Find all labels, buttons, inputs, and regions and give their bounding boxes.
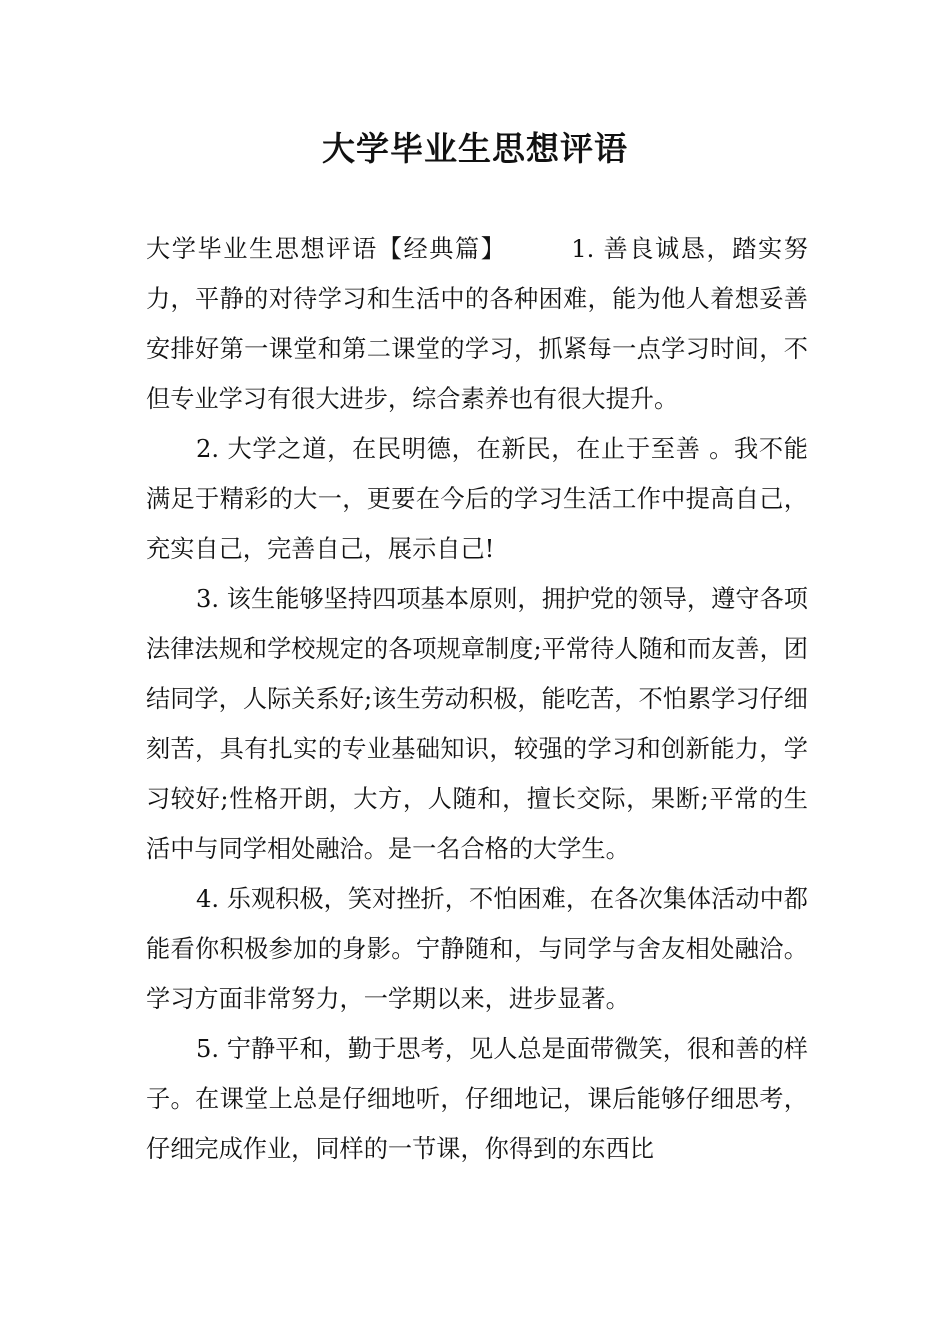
document-title: 大学毕业生思想评语 <box>322 129 628 168</box>
document-body <box>146 224 808 1174</box>
paragraph-5: 5. 宁静平和，勤于思考，见人总是面带微笑，很和善的样子。在课堂上总是仔细地听，仔细地记，课后能够仔细思考，仔细完成作业，同样的一节课，你得到的东西比 <box>146 1035 808 1163</box>
paragraph-3: 3. 该生能够坚持四项基本原则，拥护党的领导，遵守各项法律法规和学校规定的各项规章制度;平常待人随和而友善，团结同学，人际关系好;该生劳动积极，能吃苦，不怕累学习仔细刻苦，具有扎实的专业基础知识，较强的学习和创新能力，学习较好;性格开朗，大方，人随和，擅长交际，果断;平常的生活中与同学相处融洽。是一名合格的大学生。 <box>146 585 808 863</box>
paragraph-2: 2. 大学之道，在民明德，在新民，在止于至善 。我不能满足于精彩的大一，更要在今后的学习生活工作中提高自己，充实自己，完善自己，展示自己! <box>146 435 808 563</box>
paragraph-intro-1: 大学毕业生思想评语【经典篇】 1. 善良诚恳，踏实努力，平静的对待学习和生活中的各种困难，能为他人着想妥善安排好第一课堂和第二课堂的学习，抓紧每一点学习时间，不但专业学习有很大进步，综合素养也有很大提升。 <box>146 235 808 413</box>
paragraph-4: 4. 乐观积极，笑对挫折，不怕困难，在各次集体活动中都能看你积极参加的身影。宁静随和，与同学与舍友相处融洽。学习方面非常努力，一学期以来，进步显著。 <box>146 885 808 1013</box>
